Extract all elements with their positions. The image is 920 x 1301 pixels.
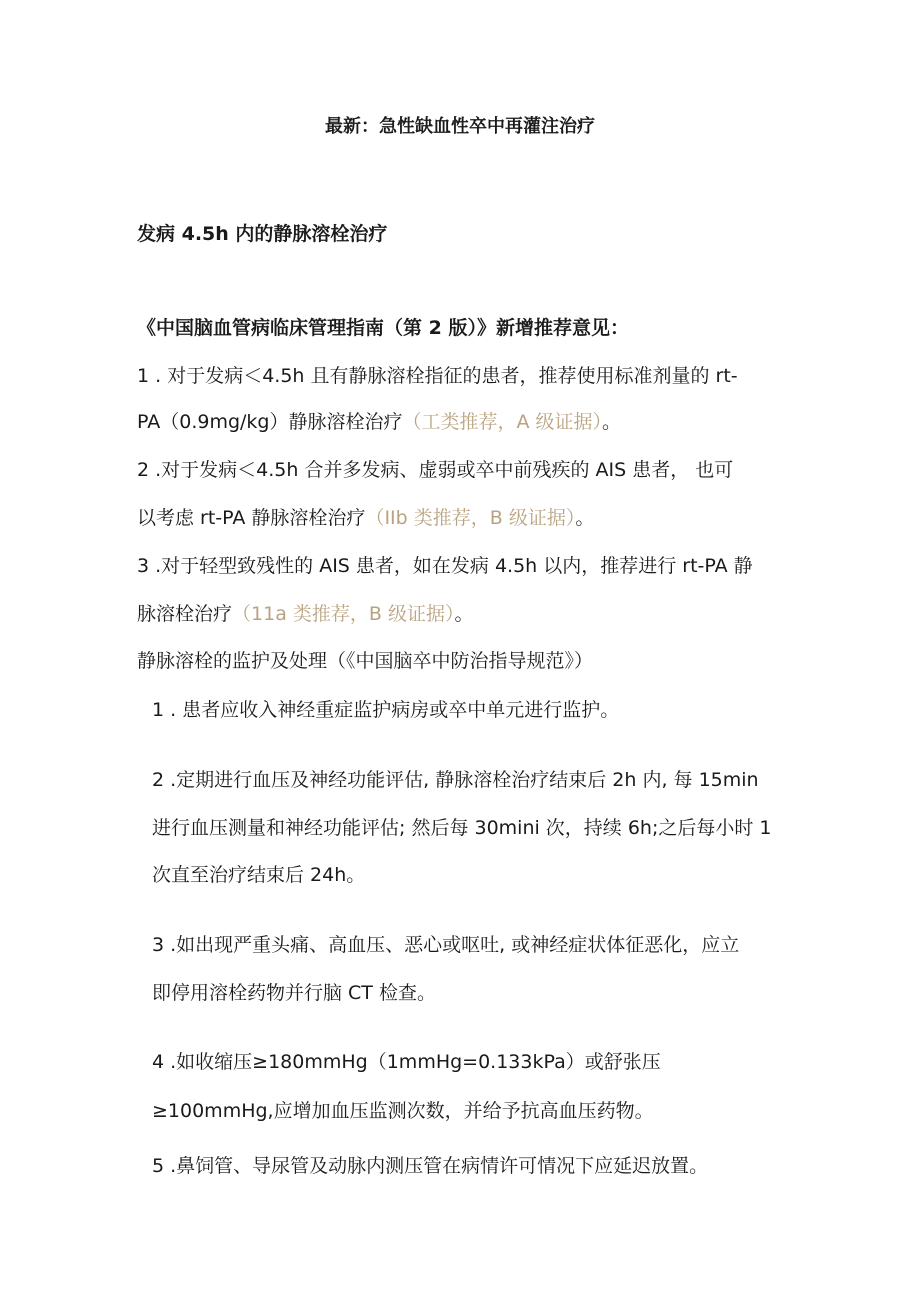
monitoring-item-4-line-1: 4 .如收缩压≥180mmHg（1mmHg=0.133kPa）或舒张压 [152,1051,661,1073]
monitoring-item-3-line-1: 3 .如出现严重头痛、高血压、恶心或呕吐, 或神经症状体征恶化，应立 [152,934,740,956]
recommendation-1-line-1: 1 . 对于发病＜4.5h 且有静脉溶栓指征的患者，推荐使用标准剂量的 rt- [137,365,738,387]
monitoring-heading: 静脉溶栓的监护及处理（《中国脑卒中防治指导规范》） [137,650,594,672]
monitoring-item-1-line-1: 1 . 患者应收入神经重症监护病房或卒中单元进行监护。 [152,699,620,721]
evidence-level-note: （工类推荐，A 级证据） [402,411,603,433]
recommendation-1-text: PA（0.9mg/kg）静脉溶栓治疗 [137,411,403,433]
monitoring-item-2-line-1: 2 .定期进行血压及神经功能评估, 静脉溶栓治疗结束后 2h 内, 每 15min [152,769,759,791]
recommendation-3-line-2 [137,600,473,628]
monitoring-item-4-line-2: ≥100mmHg,应增加血压监测次数，并给予抗高血压药物。 [152,1100,654,1122]
evidence-level-note: （IIb 类推荐，B 级证据） [365,507,576,529]
recommendation-1-line-2 [137,408,621,436]
sentence-end: 。 [454,603,474,625]
monitoring-item-2-line-3: 次直至治疗结束后 24h。 [152,864,366,886]
evidence-level-note: （11a 类推荐，B 级证据） [232,603,455,625]
recommendation-3-text: 脉溶栓治疗 [137,603,233,625]
recommendation-2-text: 以考虑 rt-PA 静脉溶栓治疗 [137,507,366,529]
recommendation-3-line-1: 3 .对于轻型致残性的 AIS 患者，如在发病 4.5h 以内，推荐进行 rt-PA 静 [137,555,753,577]
sentence-end: 。 [602,411,622,433]
page-title: 最新：急性缺血性卒中再灌注治疗 [325,116,595,137]
guideline-heading: 《中国脑血管病临床管理指南（第 2 版）》新增推荐意见： [137,317,629,339]
monitoring-item-5-line-1: 5 .鼻饲管、导尿管及动脉内测压管在病情许可情况下应延迟放置。 [152,1155,709,1177]
recommendation-2-line-1: 2 .对于发病＜4.5h 合并多发病、虚弱或卒中前残疾的 AIS 患者， 也可 [137,459,734,481]
recommendation-2-line-2 [137,504,594,532]
sentence-end: 。 [575,507,595,529]
section-heading: 发病 4.5h 内的静脉溶栓治疗 [137,223,388,245]
monitoring-item-3-line-2: 即停用溶栓药物并行脑 CT 检查。 [152,982,436,1004]
monitoring-item-2-line-2: 进行血压测量和神经功能评估; 然后每 30mini 次，持续 6h;之后每小时 1 [152,817,772,839]
